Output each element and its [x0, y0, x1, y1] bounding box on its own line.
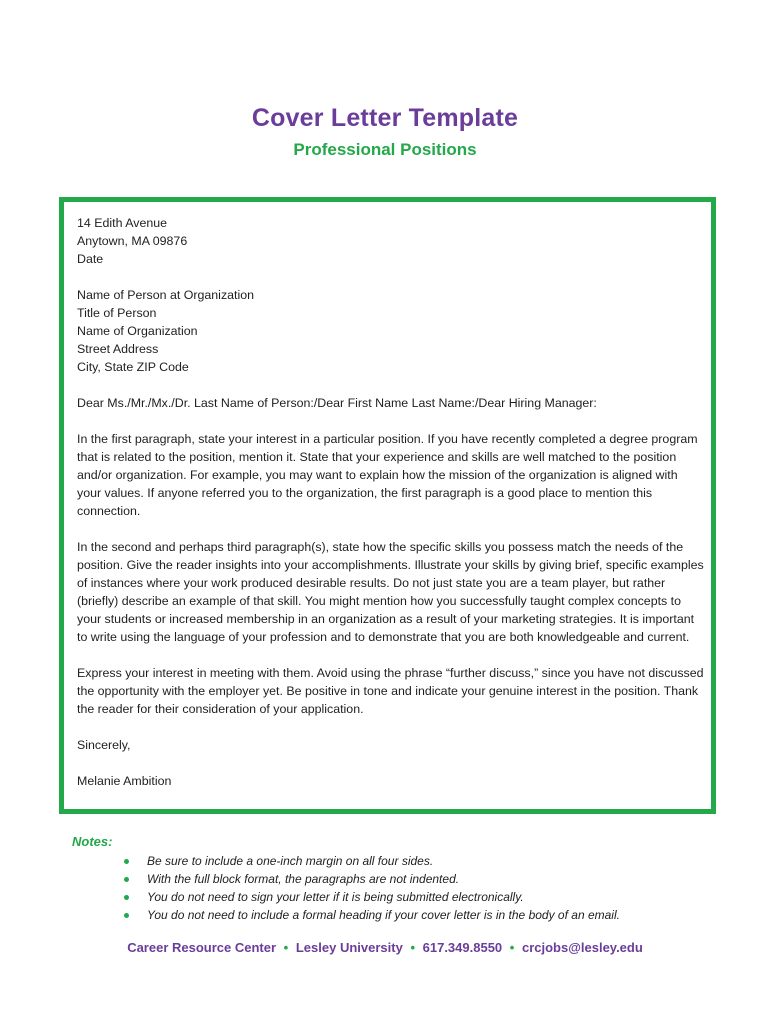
footer-email: crcjobs@lesley.edu: [521, 940, 643, 955]
bullet-icon: [124, 877, 129, 882]
bullet-icon: [124, 913, 129, 918]
letter-frame: [59, 197, 716, 814]
notes-heading: Notes:: [72, 834, 113, 849]
letter-date: Date: [77, 252, 104, 266]
separator-dot: •: [509, 940, 515, 955]
letter-body: [77, 214, 705, 790]
note-item: [120, 870, 620, 888]
note-item: [120, 888, 620, 906]
page-title: Cover Letter Template: [251, 104, 519, 132]
recipient-organization: Name of Organization: [77, 324, 198, 338]
separator-dot: •: [283, 940, 289, 955]
note-text: With the full block format, the paragraphs are not indented.: [147, 872, 460, 886]
recipient-city: City, State ZIP Code: [77, 360, 189, 374]
page-subtitle: Professional Positions: [293, 140, 477, 159]
separator-dot: •: [410, 940, 415, 955]
note-text: Be sure to include a one-inch margin on all four sides.: [147, 854, 434, 868]
sender-address: [77, 214, 705, 268]
salutation: Dear Ms./Mr./Mx./Dr. Last Name of Person:/Dear First Name Last Name:/Dear Hiring Manager:: [77, 396, 597, 410]
sender-street: 14 Edith Avenue: [77, 216, 168, 230]
footer-org: Career Resource Center: [127, 940, 277, 955]
recipient-address: [77, 286, 705, 376]
note-text: You do not need to include a formal heading if your cover letter is in the body of an email.: [147, 908, 620, 922]
footer-phone: 617.349.8550: [422, 940, 503, 955]
recipient-street: Street Address: [77, 342, 159, 356]
recipient-title: Title of Person: [77, 306, 157, 320]
paragraph-closing: Express your interest in meeting with them. Avoid using the phrase “further discuss,” since you have not discussed the opportunity with the employer yet. Be positive in tone and indicate your genuine interest in the position. Thank the reader for their consideration of your application.: [77, 666, 704, 716]
closing: Sincerely,: [77, 738, 131, 752]
note-text: You do not need to sign your letter if it is being submitted electronically.: [147, 890, 524, 904]
paragraph-skills: In the second and perhaps third paragraph(s), state how the specific skills you possess match the needs of the position. Give the reader insights into your accomplishments. Illustrate your skills by giving brief, specific examples of instances where your work produced desirable results. Do not just state you are a team player, but rather (briefly) describe an example of that skill. You might mention how you successfully taught complex concepts to your students or increased membership in an organization as a result of your marketing strategies. It is important to write using the language of your profession and to demonstrate that you are both knowledgeable and current.: [77, 540, 704, 644]
notes-list: [120, 852, 620, 924]
bullet-icon: [124, 895, 129, 900]
recipient-name: Name of Person at Organization: [77, 288, 255, 302]
footer-contact: [0, 940, 770, 955]
signature-name: Melanie Ambition: [77, 774, 172, 788]
sender-city: Anytown, MA 09876: [77, 234, 188, 248]
footer-university: Lesley University: [295, 940, 403, 955]
bullet-icon: [124, 859, 129, 864]
note-item: [120, 906, 620, 924]
paragraph-intro: In the first paragraph, state your interest in a particular position. If you have recently completed a degree program that is related to the position, mention it. State that your experience and skills are well matched to the position and/or organization. For example, you may want to explain how the mission of the organization is aligned with your values. If anyone referred you to the organization, the first paragraph is a good place to mention this connection.: [77, 432, 698, 518]
note-item: [120, 852, 620, 870]
